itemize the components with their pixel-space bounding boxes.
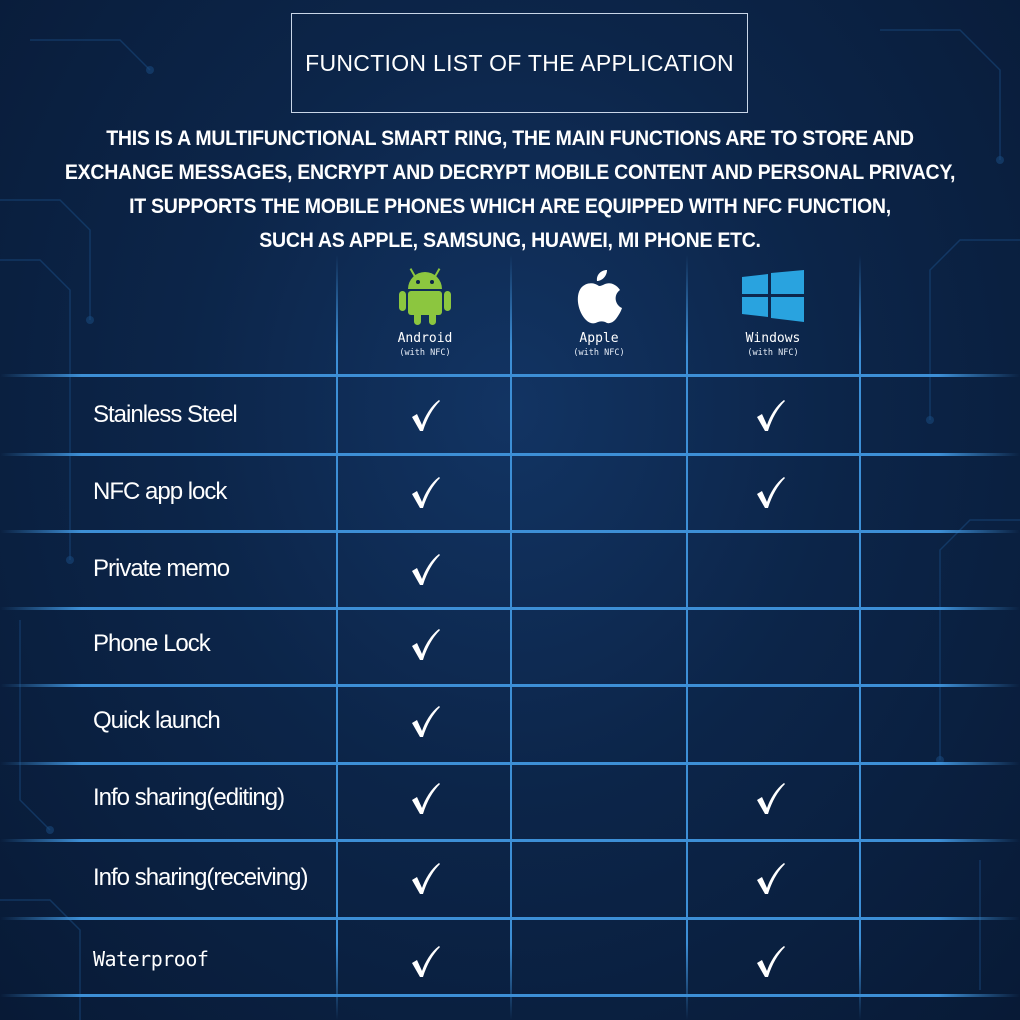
checkmark-icon bbox=[409, 475, 441, 509]
checkmark-icon bbox=[409, 861, 441, 895]
platform-name: Apple bbox=[579, 331, 619, 346]
checkmark-icon bbox=[754, 475, 786, 509]
platform-name: Windows bbox=[745, 331, 801, 346]
platform-sub: (with NFC) bbox=[747, 348, 799, 358]
checkmark-icon bbox=[409, 944, 441, 978]
platform-apple bbox=[512, 265, 686, 358]
feature-label: NFC app lock bbox=[93, 478, 227, 505]
platform-sub: (with NFC) bbox=[573, 348, 625, 358]
feature-label: Private memo bbox=[93, 555, 230, 582]
checkmark-icon bbox=[409, 398, 441, 432]
checkmark-icon bbox=[409, 704, 441, 738]
feature-label: Quick launch bbox=[93, 707, 220, 734]
feature-label: Info sharing(receiving) bbox=[93, 864, 308, 891]
checkmark-icon bbox=[754, 861, 786, 895]
checkmark-icon bbox=[754, 398, 786, 432]
checkmark-icon bbox=[409, 781, 441, 815]
platform-windows bbox=[686, 265, 860, 358]
windows-icon bbox=[686, 265, 860, 327]
platform-sub: (with NFC) bbox=[399, 348, 451, 358]
checkmark-icon bbox=[409, 627, 441, 661]
intro-line: THIS IS A MULTIFUNCTIONAL SMART RING, THE MAIN FUNCTIONS ARE TO STORE AND bbox=[106, 127, 914, 150]
checkmark-icon bbox=[754, 781, 786, 815]
intro-line: EXCHANGE MESSAGES, ENCRYPT AND DECRYPT MOBILE CONTENT AND PERSONAL PRIVACY, bbox=[64, 161, 956, 184]
apple-icon bbox=[512, 265, 686, 327]
android-icon bbox=[338, 265, 512, 327]
checkmark-icon bbox=[754, 944, 786, 978]
intro-line: SUCH AS APPLE, SAMSUNG, HUAWEI, MI PHONE ETC. bbox=[259, 229, 761, 252]
feature-label: Info sharing(editing) bbox=[93, 784, 285, 811]
platform-name: Android bbox=[397, 331, 453, 346]
feature-label: Waterproof bbox=[93, 947, 209, 971]
intro-line: IT SUPPORTS THE MOBILE PHONES WHICH ARE EQUIPPED WITH NFC FUNCTION, bbox=[129, 195, 891, 218]
feature-label: Phone Lock bbox=[93, 630, 210, 657]
platform-android bbox=[338, 265, 512, 358]
checkmark-icon bbox=[409, 552, 441, 586]
feature-label: Stainless Steel bbox=[93, 401, 237, 428]
page-title: FUNCTION LIST OF THE APPLICATION bbox=[305, 49, 734, 76]
